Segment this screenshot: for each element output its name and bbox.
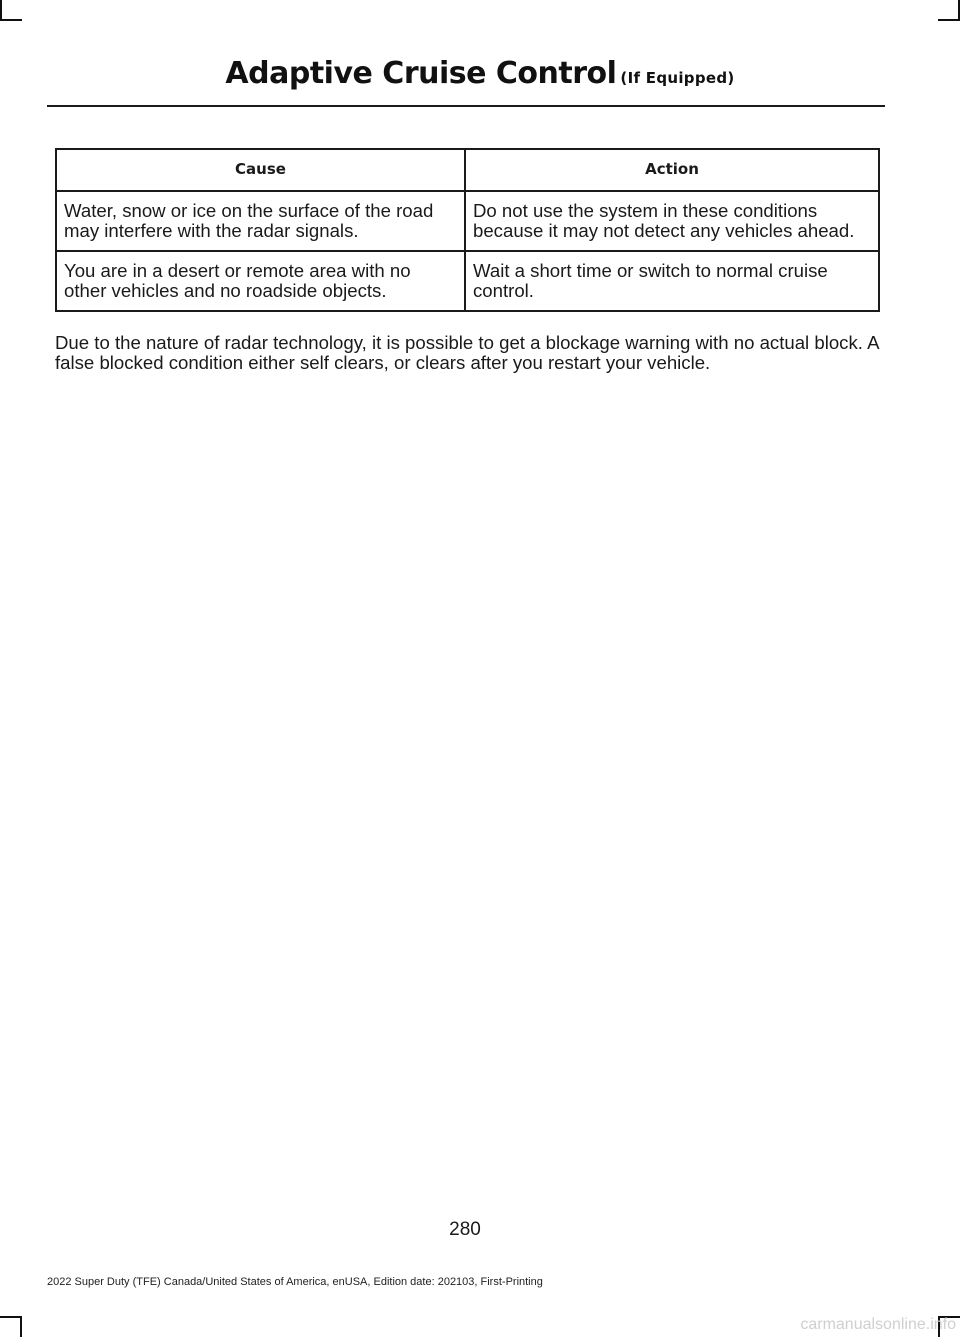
watermark: carmanualsonline.info: [800, 1316, 956, 1333]
crop-mark-bottom-left-horizontal: [0, 1316, 22, 1318]
action-cell: Do not use the system in these conditions because it may not detect any vehicles ahead.: [465, 191, 879, 251]
page-number: 280: [449, 1219, 481, 1240]
page-title-subtitle: (If Equipped): [620, 69, 735, 87]
action-cell: Wait a short time or switch to normal cruise control.: [465, 251, 879, 311]
table-header-row: [56, 149, 879, 191]
edition-footer: 2022 Super Duty (TFE) Canada/United States of America, enUSA, Edition date: 202103, First-Printing: [47, 1276, 543, 1288]
column-header-action: Action: [465, 149, 879, 191]
header-divider: [47, 105, 885, 107]
body-paragraph: Due to the nature of radar technology, it is possible to get a blockage warning with no actual block. A false blocked condition either self clears, or clears after you restart your vehicle.: [55, 332, 879, 373]
crop-mark-top-left-vertical: [0, 0, 2, 19]
column-header-cause: Cause: [56, 149, 465, 191]
page-title: [0, 56, 960, 91]
crop-mark-top-left-horizontal: [0, 19, 22, 21]
cause-action-table: [55, 148, 880, 312]
cause-cell: Water, snow or ice on the surface of the road may interfere with the radar signals.: [56, 191, 465, 251]
cause-cell: You are in a desert or remote area with no other vehicles and no roadside objects.: [56, 251, 465, 311]
crop-mark-bottom-left-vertical: [20, 1318, 22, 1337]
page-title-main: Adaptive Cruise Control: [225, 56, 617, 91]
table-row: [56, 191, 879, 251]
crop-mark-top-right-horizontal: [938, 19, 960, 21]
table-row: [56, 251, 879, 311]
